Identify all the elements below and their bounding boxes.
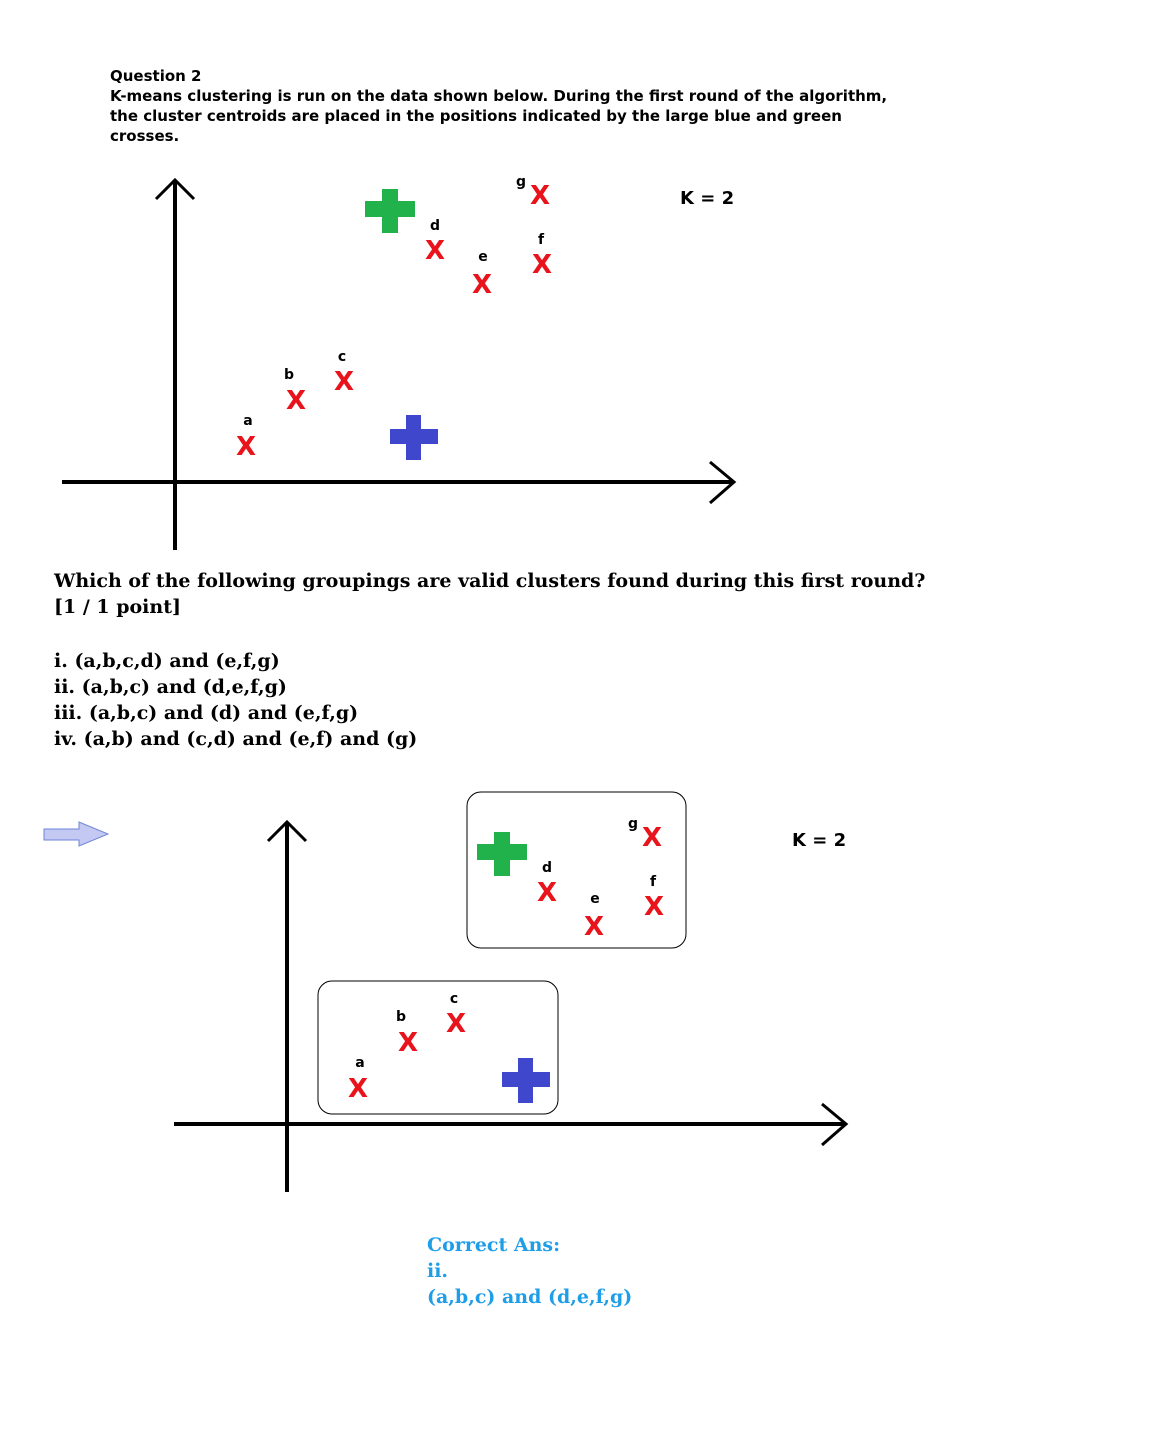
question-title: Question 2: [110, 67, 202, 85]
point-label-b: b: [283, 367, 295, 383]
point-label-c: c: [449, 991, 459, 1007]
blue-centroid-icon: [502, 1058, 550, 1103]
kmeans-figure-clustered: [0, 780, 1152, 1200]
pointer-arrow-icon: [44, 822, 108, 846]
point-label-g: g: [515, 174, 527, 190]
point-marker-f: X: [643, 892, 665, 922]
question-text-line-3: crosses.: [110, 127, 180, 145]
point-label-e: e: [478, 249, 488, 265]
point-marker-c: X: [333, 367, 355, 397]
question-text-line-2: the cluster centroids are placed in the positions indicated by the large blue and green: [110, 107, 842, 125]
option-i: i. (a,b,c,d) and (e,f,g): [54, 650, 280, 672]
green-centroid-icon: [365, 189, 415, 233]
point-marker-a: X: [347, 1074, 369, 1104]
question-text-line-1: K-means clustering is run on the data shown below. During the first round of the algorithm,: [110, 87, 888, 105]
k-label: K = 2: [792, 830, 847, 851]
point-marker-f: X: [531, 250, 553, 280]
point-marker-b: X: [397, 1028, 419, 1058]
option-ii: ii. (a,b,c) and (d,e,f,g): [54, 676, 287, 698]
point-marker-g: X: [529, 181, 551, 211]
question-header: [110, 66, 910, 146]
point-label-e: e: [590, 891, 600, 907]
point-marker-b: X: [285, 386, 307, 416]
point-label-g: g: [627, 816, 639, 832]
point-marker-c: X: [445, 1009, 467, 1039]
point-label-b: b: [395, 1009, 407, 1025]
correct-answer-text: (a,b,c) and (d,e,f,g): [427, 1286, 633, 1308]
correct-answer-heading: Correct Ans:: [427, 1234, 561, 1256]
k-label: K = 2: [680, 188, 735, 209]
point-label-d: d: [429, 218, 441, 234]
point-label-a: a: [355, 1055, 365, 1071]
correct-answer-choice: ii.: [427, 1260, 449, 1282]
point-label-f: f: [649, 874, 657, 890]
point-label-a: a: [243, 413, 253, 429]
point-marker-d: X: [424, 236, 446, 266]
point-marker-e: X: [583, 912, 605, 942]
question-prompt: [54, 568, 934, 620]
point-label-f: f: [537, 232, 545, 248]
point-label-c: c: [337, 349, 347, 365]
answer-options: [54, 648, 417, 752]
option-iii: iii. (a,b,c) and (d) and (e,f,g): [54, 702, 359, 724]
correct-answer: [427, 1232, 632, 1310]
kmeans-figure-initial: [0, 170, 1152, 560]
point-marker-e: X: [471, 270, 493, 300]
option-iv: iv. (a,b) and (c,d) and (e,f) and (g): [54, 728, 418, 750]
point-marker-g: X: [641, 823, 663, 853]
blue-centroid-icon: [390, 415, 438, 460]
score-text: [1 / 1 point]: [54, 596, 181, 618]
point-marker-d: X: [536, 878, 558, 908]
point-marker-a: X: [235, 432, 257, 462]
prompt-text: Which of the following groupings are valid clusters found during this first round?: [54, 570, 926, 592]
green-centroid-icon: [477, 832, 527, 876]
point-label-d: d: [541, 860, 553, 876]
